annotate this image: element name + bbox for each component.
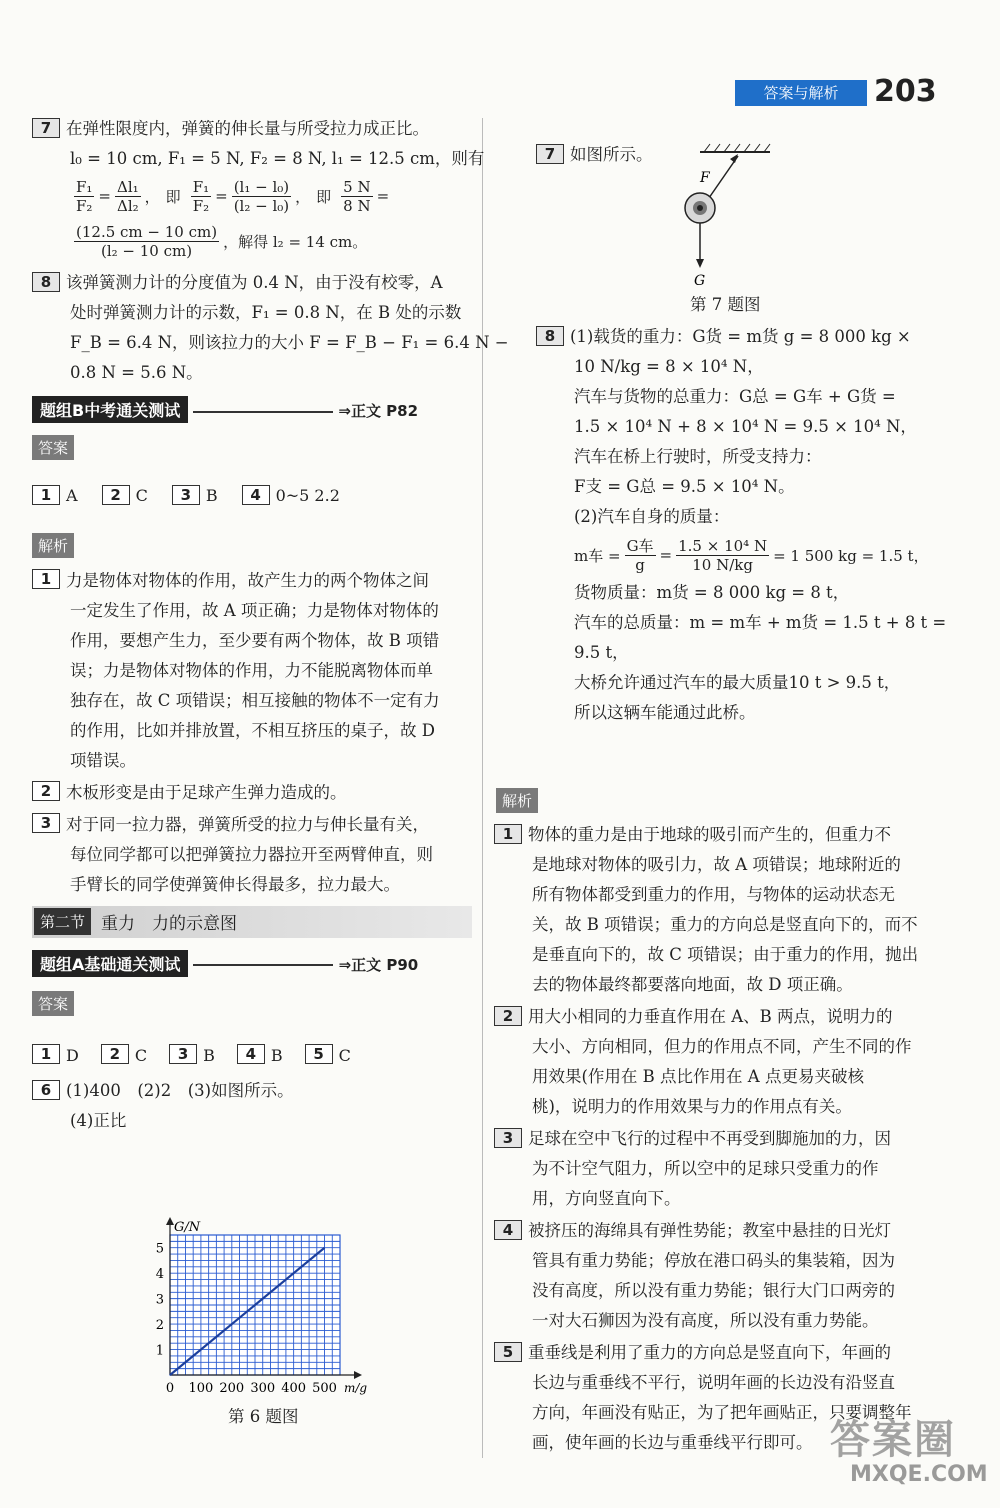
y-tick-label: 3 [155, 1292, 164, 1308]
group-b-ref: ⇒正文 P82 [338, 402, 419, 420]
question-number: 7 [32, 118, 60, 138]
mass-formula: m车 = $\frac{\text{G车}}{g}$ = $\frac{\text{1.5 × 10⁴ N}}{10 N/kg}$ = 1 500 kg = 1.5 t， [574, 536, 929, 574]
analysis-tag: 解析 [32, 533, 74, 558]
group-a-ref: ⇒正文 P90 [338, 955, 419, 974]
group-b-header [32, 396, 472, 423]
analysis-tag: 解析 [496, 788, 538, 813]
y-tick-label: 4 [155, 1267, 164, 1283]
section2-badge: 第二节 [34, 908, 91, 935]
x-axis-label: m/g [344, 1381, 368, 1395]
answer-item: 3 B [172, 486, 218, 507]
y-tick-label: 2 [155, 1318, 164, 1334]
q7-formula2: $\frac{(12.5 cm - 10 cm)}{\text{(l₂ − 10 cm)}}$ ，解得 l₂ = 14 cm。 [76, 222, 368, 260]
question-number: 8 [32, 272, 60, 292]
label-f: F [700, 170, 710, 186]
fig7-caption: 第 7 题图 [690, 295, 761, 314]
group-a-banner: 题组A基础通关测试 [32, 950, 188, 977]
x-tick-label: 100 [188, 1381, 214, 1396]
analysis-b-1: 1 力是物体对物体的作用，故产生力的两个物体之间 一定发生了作用，故 A 项正确；力是物体对物体的 作用，要想产生力，至少要有两个物体，故 B 项错 误；力是物体对物体的作用，力不能脱离物体而单 独存在，故 C 项错误；相互接触的物体不一定有力 的作用，比如并排放置，不相互挤压的桌子，故 D 项错误。 [32, 566, 472, 776]
analysis-b-3: 3 对于同一拉力器，弹簧所受的拉力与伸长量有关， 每位同学都可以把弹簧拉力器拉开至两臂伸直，则 手臂长的同学使弹簧伸长得最多，拉力最大。 [32, 810, 472, 900]
q8-line4: 0.8 N = 5.6 N。 [70, 363, 203, 382]
q8-line2: 处时弹簧测力计的示数，F₁ = 0.8 N，在 B 处的示数 [70, 303, 462, 322]
analysis-b-2: 2 木板形变是由于足球产生弹力造成的。 [32, 778, 472, 808]
analysis-item: 4 被挤压的海绵具有弹性势能；教室中悬挂的日光灯 管具有重力势能；停放在港口码头的集装箱，因为 没有高度，所以没有重力势能；银行大门口两旁的 一对大石狮因为没有高度，所以没有重力势能。 [494, 1216, 934, 1336]
r-q7-line: 7 如图所示。 [536, 140, 976, 170]
page-number: 203 [874, 74, 937, 109]
fig6-chart [150, 1210, 390, 1400]
arrow-line [193, 964, 333, 966]
right-q8: 8 (1)载货的重力：G货 = m货 g = 8 000 kg × 10 N/kg = 8 × 10⁴ N， 汽车与货物的总重力：G总 = G车 + G货 = 1.5 × 10⁴ N + 8 × 10⁴ N = 9.5 × 10⁴ N， 汽车在桥上行驶时，所受支持力： F支 = G总 = 9.5 × 10⁴ N。 (2)汽车自身的质量： m车 = $\frac{\text{G车}}{g}$ = $\frac{\text{1.5 × 10⁴ N}}{10 N/kg}$ = 1 500 kg = 1.5 t， 货物质量：m货 = 8 000 kg = 8 t， 汽车的总质量：m = m车 + m货 = 1.5 t + 8 t = 9.5 t， 大桥允许通过汽车的最大质量10 t > 9.5 t， 所以这辆车能通过此桥。 [536, 322, 976, 728]
q6-line1: 6 (1)400 (2)2 (3)如图所示。 [32, 1076, 472, 1106]
column-divider [482, 118, 483, 1458]
group-b-banner: 题组B中考通关测试 [32, 396, 188, 423]
analysis-item: 2 用大小相同的力垂直作用在 A、B 两点，说明力的 大小、方向相同，但力的作用点不同，产生不同的作 用效果(作用在 B 点比作用在 A 点更易夹破核 桃)，说明力的作用效果与力的作用点有关。 [494, 1002, 934, 1122]
fig7-diagram [680, 140, 780, 290]
y-axis-arrowhead [166, 1217, 174, 1225]
answer-item: 3 B [169, 1046, 215, 1067]
q6-line2: (4)正比 [70, 1111, 127, 1130]
analysis-item: 5 重垂线是利用了重力的方向总是竖直向下，年画的 长边与重垂线不平行，说明年画的长边没有沿竖直 方向，年画没有贴正，为了把年画贴正，只要调整年 画，使年画的长边与重垂线平行即可。 [494, 1338, 934, 1458]
answers-a-row [32, 1046, 472, 1067]
x-tick-label: 400 [281, 1381, 307, 1396]
answer-item: 1 A [32, 486, 78, 507]
answer-item: 2 C [101, 1046, 147, 1067]
answer-item: 5 C [305, 1046, 351, 1067]
x-axis-arrowhead [354, 1371, 362, 1379]
left-column [32, 114, 509, 1136]
group-a-header [32, 950, 472, 977]
y-axis-label: G/N [174, 1220, 201, 1235]
answers-b-row [32, 486, 472, 507]
fig6-caption: 第 6 题图 [228, 1407, 299, 1426]
section2-bar [32, 906, 472, 938]
header-section-label: 答案与解析 [735, 80, 867, 106]
analysis-item: 1 物体的重力是由于地球的吸引而产生的，但重力不 是地球对物体的吸引力，故 A 项错误；地球附近的 所有物体都受到重力的作用，与物体的运动状态无 关，故 B 项错误；重力的方向总是竖直向下的，而不 是垂直向下的，故 C 项错误；由于重力的作用，抛出 去的物体最终都要落向地面，故 D 项正确。 [494, 820, 934, 1000]
watermark-logo: 答案圈 [830, 1417, 956, 1463]
q7-line2: l₀ = 10 cm, F₁ = 5 N, F₂ = 8 N, l₁ = 12.5 cm，则有 [70, 149, 485, 168]
y-tick-label: 5 [155, 1241, 164, 1257]
y-tick-label: 1 [155, 1343, 164, 1359]
x-tick-label: 300 [250, 1381, 276, 1396]
answer-item: 1 D [32, 1046, 79, 1067]
q8-line1: 8 该弹簧测力计的分度值为 0.4 N，由于没有校零，A [32, 268, 472, 298]
answer-item: 2 C [102, 486, 148, 507]
answer-item: 4 0~5 2.2 [242, 486, 340, 507]
label-g: G [694, 273, 706, 289]
q7-formula: $\frac{\text{F₁}}{\text{F₂}}$ = $\frac{\text{Δl₁}}{\text{Δl₂}}$ ， 即 $\frac{\text{F₁}}{\text{F₂}}$ = $\frac{\text{(l₁ − l₀)}}{\text{(l₂ − l₀)}}$ ， 即 $\frac{5 N}{8 N}$ = [76, 177, 390, 215]
answer-tag: 答案 [32, 991, 74, 1016]
x-tick-label: 200 [219, 1381, 245, 1396]
watermark-url: MXQE.COM [850, 1462, 988, 1487]
x-tick-label: 0 [165, 1381, 175, 1396]
ceiling-hatch [704, 144, 770, 152]
right-analysis [494, 820, 934, 1458]
analysis-item: 3 足球在空中飞行的过程中不再受到脚施加的力，因 为不计空气阻力，所以空中的足球只受重力的作 用，方向竖直向下。 [494, 1124, 934, 1214]
q8-line3: F_B = 6.4 N，则该拉力的大小 F = F_B − F₁ = 6.4 N − [70, 333, 509, 352]
arrow-line [193, 411, 333, 413]
q7-line1: 7 在弹性限度内，弹簧的伸长量与所受拉力成正比。 [32, 114, 472, 144]
answer-tag: 答案 [32, 435, 74, 460]
answer-item: 4 B [237, 1046, 283, 1067]
x-tick-label: 500 [312, 1381, 337, 1396]
section2-title: 重力 力的示意图 [101, 914, 238, 934]
